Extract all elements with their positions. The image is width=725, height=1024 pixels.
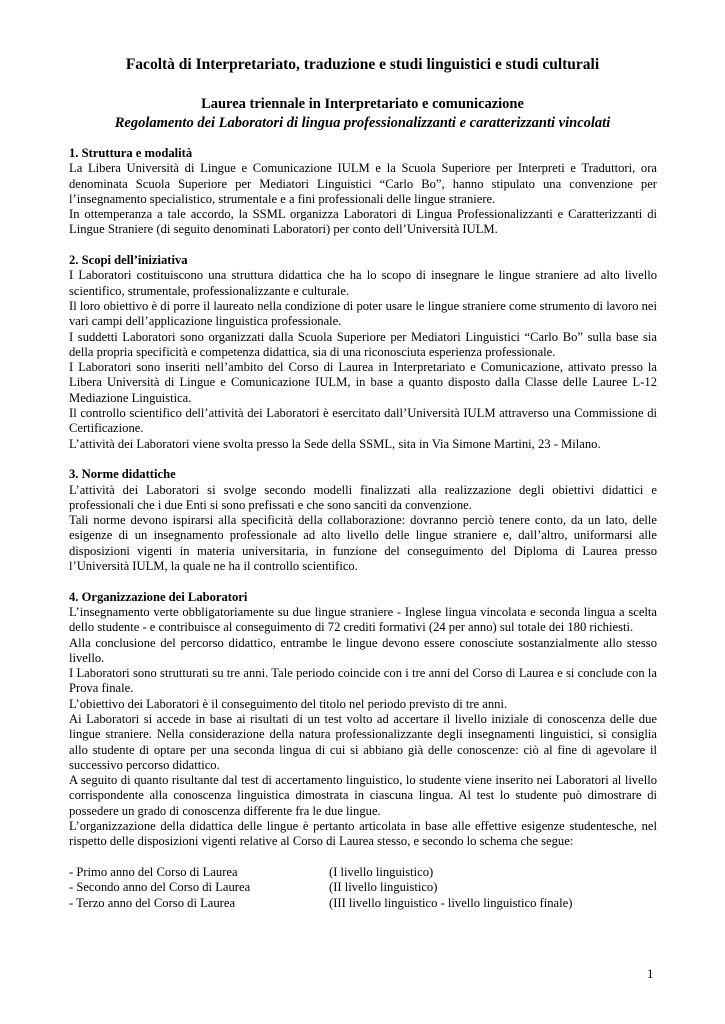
paragraph: L’attività dei Laboratori si svolge secondo modelli finalizzati alla realizzazione degli obiettivi didattici e professionali che i due Enti si sono prefissati e che sono sanciti da convenzione.: [69, 482, 657, 512]
paragraph: L’insegnamento verte obbligatoriamente su due lingue straniere - Inglese lingua vincolata e seconda lingua a scelta dello studente - e contribuisce al conseguimento di 72 crediti formativi (24 per anno) sul totale dei 180 richiesti.: [69, 604, 657, 635]
paragraph: Tali norme devono ispirarsi alla specificità della collaborazione: dovranno perciò tenere conto, da un lato, delle esigenze di un insegnamento professionale ad alto livello delle lingue straniere e, dall’altro, uniformarsi alle disposizioni vigenti in materia universitaria, in funzione del conseguimento del Diploma di Laurea presso l’Università IULM, la quale ne ha il controllo scientifico.: [69, 513, 657, 574]
paragraph: I Laboratori sono inseriti nell’ambito del Corso di Laurea in Interpretariato e Comunicazione, attivato presso la Libera Università di Lingue e Comunicazione IULM, in base a quanto disposto dalla Classe delle Lauree L-12 Mediazione Linguistica.: [69, 360, 657, 405]
paragraph: L’organizzazione della didattica delle lingue è pertanto articolata in base alle effettive esigenze studentesche, nel rispetto delle disposizioni vigenti relative al Corso di Laurea stesso, e secondo lo schema che segue:: [69, 819, 657, 849]
paragraph: A seguito di quanto risultante dal test di accertamento linguistico, lo studente viene inserito nei Laboratori al livello corrispondente alla conoscenza linguistica dimostrata in ciascuna lingua. Al test lo studente può dimostrare di possedere un grado di conoscenza differente fra le due lingue.: [69, 773, 657, 818]
paragraph: L’obiettivo dei Laboratori è il conseguimento del titolo nel periodo previsto di tre anni.: [69, 696, 508, 711]
paragraph: I suddetti Laboratori sono organizzati dalla Scuola Superiore per Mediatori Linguistici “Carlo Bo” sulla base sia della propria specificità e competenza didattica, sia di una riconosciuta esperienza professionale.: [69, 329, 657, 359]
page-number: 1: [647, 966, 654, 981]
paragraph: Il loro obiettivo è di porre il laureato nella condizione di poter usare le lingue straniere come strumento di lavoro nei vari campi dell’applicazione linguistica professionale.: [69, 298, 657, 329]
section-heading: 1. Struttura e modalità: [69, 146, 193, 160]
faculty-title: Facoltà di Interpretariato, traduzione e studi linguistici e studi culturali: [125, 56, 600, 73]
schedule-year: - Primo anno del Corso di Laurea: [69, 864, 238, 879]
schedule-list: [69, 865, 657, 911]
paragraph: La Libera Università di Lingue e Comunicazione IULM e la Scuola Superiore per Interpreti e Traduttori, ora denominata Scuola Superiore per Mediatori Linguistici “Carlo Bo”, hanno stipulato una convenzione per l’insegnamento specialistico, strumentale e a fini professionali delle lingue straniere.: [69, 161, 657, 206]
paragraph: I Laboratori sono strutturati su tre anni. Tale periodo coincide con i tre anni del Corso di Laurea e si conclude con la Prova finale.: [69, 666, 657, 696]
paragraph: Il controllo scientifico dell’attività dei Laboratori è esercitato dall’Università IULM attraverso una Commissione di Certificazione.: [69, 406, 657, 436]
section-heading: 2. Scopi dell’iniziativa: [69, 253, 188, 268]
paragraph: Alla conclusione del percorso didattico, entrambe le lingue devono essere conosciute sostanzialmente allo stesso livello.: [69, 635, 657, 665]
document-body: [69, 146, 657, 911]
paragraph: I Laboratori costituiscono una struttura didattica che ha lo scopo di insegnare le lingue straniere ad alto livello scientifico, strumentale, professionalizzante e culturale.: [69, 268, 657, 298]
schedule-year: - Terzo anno del Corso di Laurea: [69, 895, 236, 910]
paragraph: L’attività dei Laboratori viene svolta presso la Sede della SSML, sita in Via Simone Martini, 23 - Milano.: [69, 436, 601, 451]
paragraph: In ottemperanza a tale accordo, la SSML organizza Laboratori di Lingua Professionalizzanti e Caratterizzanti di Lingue Straniere (di seguito denominati Laboratori) per conto dell’Università IULM.: [69, 207, 657, 237]
regulation-title: Regolamento dei Laboratori di lingua professionalizzanti e caratterizzanti vincolati: [114, 115, 611, 131]
schedule-level: (I livello linguistico): [329, 864, 434, 879]
section-rules: [69, 467, 657, 574]
section-goals: [69, 253, 657, 452]
schedule-year: - Secondo anno del Corso di Laurea: [69, 880, 251, 895]
section-organization: [69, 590, 657, 850]
section-structure: [69, 146, 657, 238]
paragraph: Ai Laboratori si accede in base ai risultati di un test volto ad accertare il livello iniziale di conoscenza delle due lingue straniere. Nella considerazione della natura professionalizzante degli insegnamenti linguistici, si consiglia allo studente di optare per una seconda lingua di cui si abbiano già delle conoscenze: ciò al fine di agevolare il successivo percorso didattico.: [69, 711, 657, 772]
schedule-level: (II livello linguistico): [329, 880, 438, 895]
schedule-level: (III livello linguistico - livello linguistico finale): [329, 895, 573, 910]
section-heading: 3. Norme didattiche: [69, 467, 176, 482]
degree-title: Laurea triennale in Interpretariato e comunicazione: [201, 96, 524, 112]
section-heading: 4. Organizzazione dei Laboratori: [69, 589, 248, 604]
